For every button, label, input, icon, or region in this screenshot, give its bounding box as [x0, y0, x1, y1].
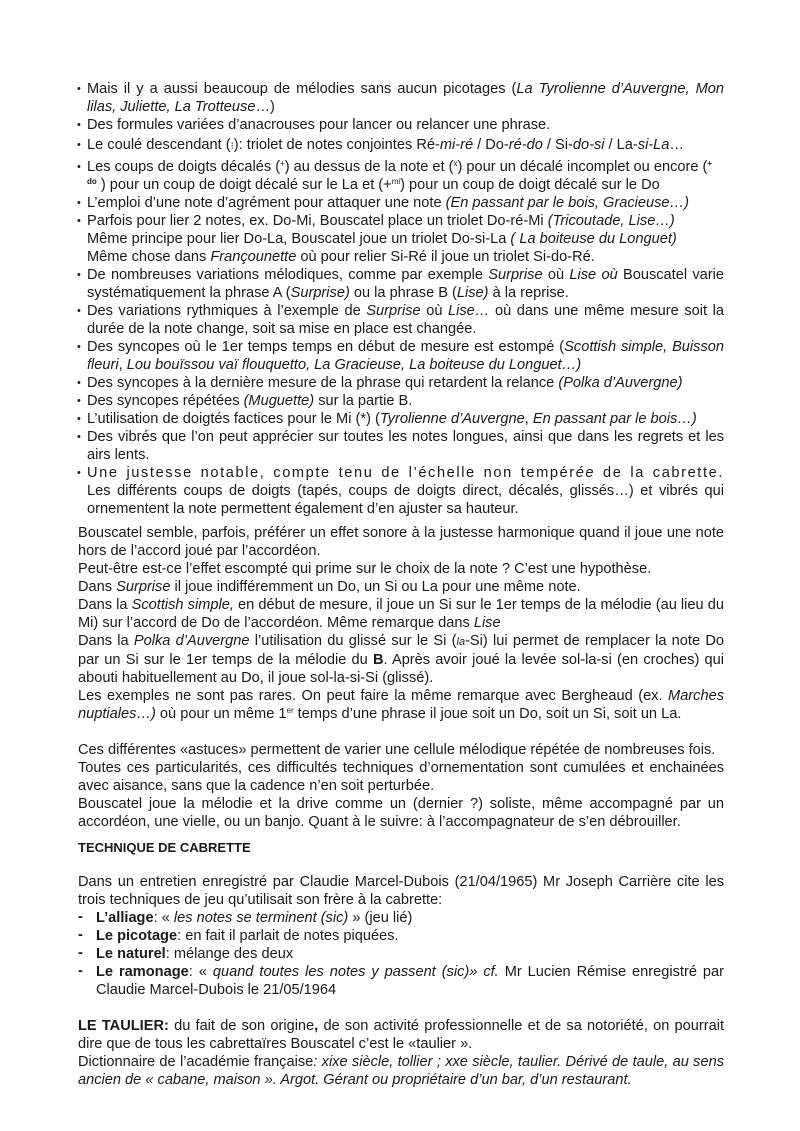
taulier-term: LE TAULIER:: [78, 1018, 169, 1034]
list-item: • L’utilisation de doigtés factices pour le Mi (*) (Tyrolienne d’Auvergne, En passant par le bois…): [78, 410, 724, 428]
list-item: • Des formules variées d’anacrouses pour lancer ou relancer une phrase.: [78, 116, 724, 134]
paragraph: Les exemples ne sont pas rares. On peut faire la même remarque avec Bergheaud (ex. Marches nuptiales…) où pour un même 1er temps d’une phrase il joue soit un Do, soit un Si, soit un La.: [78, 688, 724, 722]
list-item: • Des syncopes à la dernière mesure de la phrase qui retardent la relance (Polka d’Auvergne): [78, 374, 724, 392]
list-item: - Le ramonage: « quand toutes les notes y passent (sic)» cf. Mr Lucien Rémise enregistré par Claudie Marcel-Dubois le 21/05/1964: [78, 963, 724, 999]
technique-list: [78, 909, 724, 999]
paragraph: Dans la Polka d’Auvergne l’utilisation du glissé sur le Si (la-Si) lui permet de remplacer la note Do par un Si sur le 1er temps de la mélodie du B. Après avoir joué la levée sol-la-si (en croches) qui abouti habituellement au Do, il joue sol-la-si-Si (glissé).: [78, 633, 724, 686]
list-item: • Les coups de doigts décalés (+) au dessus de la note et ($^x$) pour un décalé incomplet ou encore ($^{+ do}$ ) pour un coup de doigt décalé sur le La et (+$^{mi}$) pour un coup de doigt décalé sur le Do: [78, 158, 724, 194]
list-item: • Une justesse notable, compte tenu de l’échelle non tempérée de la cabrette. Les différents coups de doigts (tapés, coups de doigts direct, décalés, glissés…) et vibrés qui ornementent la note permettent également d’en ajuster sa hauteur.: [78, 464, 724, 518]
list-item: • Des vibrés que l’on peut apprécier sur toutes les notes longues, ainsi que dans les regrets et les airs lents.: [78, 428, 724, 464]
list-item: • Des syncopes répétées (Muguette) sur la partie B.: [78, 392, 724, 410]
list-item: - Le naturel: mélange des deux: [78, 945, 724, 963]
paragraph: Toutes ces particularités, ces difficultés techniques d’ornementation sont cumulées et enchainées avec aisance, sans que la cadence n’en soit perturbée.: [78, 760, 724, 794]
list-item: • De nombreuses variations mélodiques, comme par exemple Surprise où Lise où Bouscatel varie systématiquement la phrase A (Surprise) ou la phrase B (Lise) à la reprise.: [78, 266, 724, 302]
section-heading-technique: TECHNIQUE DE CABRETTE: [78, 840, 251, 855]
list-item: • Des variations rythmiques à l’exemple de Surprise où Lise… où dans une même mesure soit la durée de la note change, soit sa mise en place est changée.: [78, 302, 724, 338]
document-page: [78, 80, 724, 1089]
taulier-paragraph: LE TAULIER: du fait de son origine, de son activité professionnelle et de sa notoriété, on pourrait dire que de tous les cabrettaïres Bouscatel c’est le «taulier ».: [78, 1018, 725, 1052]
plus-symbol-icon: +: [280, 159, 285, 168]
paragraph: Bouscatel semble, parfois, préférer un effet sonore à la justesse harmonique quand il joue une note hors de l’accord joué par l’accordéon.: [78, 525, 724, 559]
list-item: • Des syncopes où le 1er temps temps en début de mesure est estompé (Scottish simple, Buisson fleuri, Lou bouïssou vaï flouquetto, La Gracieuse, La boiteuse du Longuet…): [78, 338, 724, 374]
paragraph: Peut-être est-ce l’effet escompté qui prime sur le choix de la note ? C’est une hypothèse.: [78, 561, 652, 577]
paragraph: Dans la Scottish simple, en début de mesure, il joue un Si sur le 1er temps de la mélodie (au lieu du Mi) sur l’accord de Do de l’accordéon. Même remarque dans Lise: [78, 597, 724, 631]
technique-intro: Dans un entretien enregistré par Claudie Marcel-Dubois (21/04/1965) Mr Joseph Carrière cite les trois techniques de jeu qu’utilisait son frère à la cabrette:: [78, 874, 724, 908]
paragraph: Bouscatel joue la mélodie et la drive comme un (dernier ?) soliste, même accompagné par un accordéon, une vielle, ou un banjo. Quant à le suivre: à l’accompagnateur de s’en débrouiller.: [78, 796, 724, 830]
paragraph: Dans Surprise il joue indifféremment un Do, un Si ou La pour une même note.: [78, 579, 581, 595]
list-item: • Le coulé descendant (⁝): triolet de notes conjointes Ré-mi-ré / Do-ré-do / Si-do-si / La-si-La…: [78, 136, 724, 156]
dictionary-definition: Dictionnaire de l’académie française: xixe siècle, tollier ; xxe siècle, taulier. Dérivé de taule, au sens ancien de « cabane, maison ». Argot. Gérant ou propriétaire d’un bar, d’un restaurant.: [78, 1054, 724, 1088]
list-item: - L’alliage: « les notes se terminent (sic) » (jeu lié): [78, 909, 724, 927]
coule-symbol-icon: ⁝: [230, 141, 234, 152]
list-item: • Parfois pour lier 2 notes, ex. Do-Mi, Bouscatel place un triolet Do-ré-Mi (Tricoutade, Lise…) Même principe pour lier Do-La, Bouscatel joue un triolet Do-si-La ( La boiteuse du Longuet) Même chose dans Françounette où pour relier Si-Ré il joue un triolet Si-do-Ré.: [78, 212, 724, 266]
list-item: • Mais il y a aussi beaucoup de mélodies sans aucun picotages (La Tyrolienne d’Auvergne, Mon lilas, Juliette, La Trotteuse…): [78, 80, 724, 116]
asterisk-symbol-icon: *: [360, 411, 367, 427]
ornamentation-list: [78, 80, 724, 518]
list-item: • L’emploi d’une note d’agrément pour attaquer une note (En passant par le bois, Gracieuse…): [78, 194, 724, 212]
list-item: - Le picotage: en fait il parlait de notes piquées.: [78, 927, 724, 945]
paragraph: Ces différentes «astuces» permettent de varier une cellule mélodique répétée de nombreuses fois.: [78, 742, 716, 758]
cross-symbol-icon: x: [453, 159, 458, 168]
